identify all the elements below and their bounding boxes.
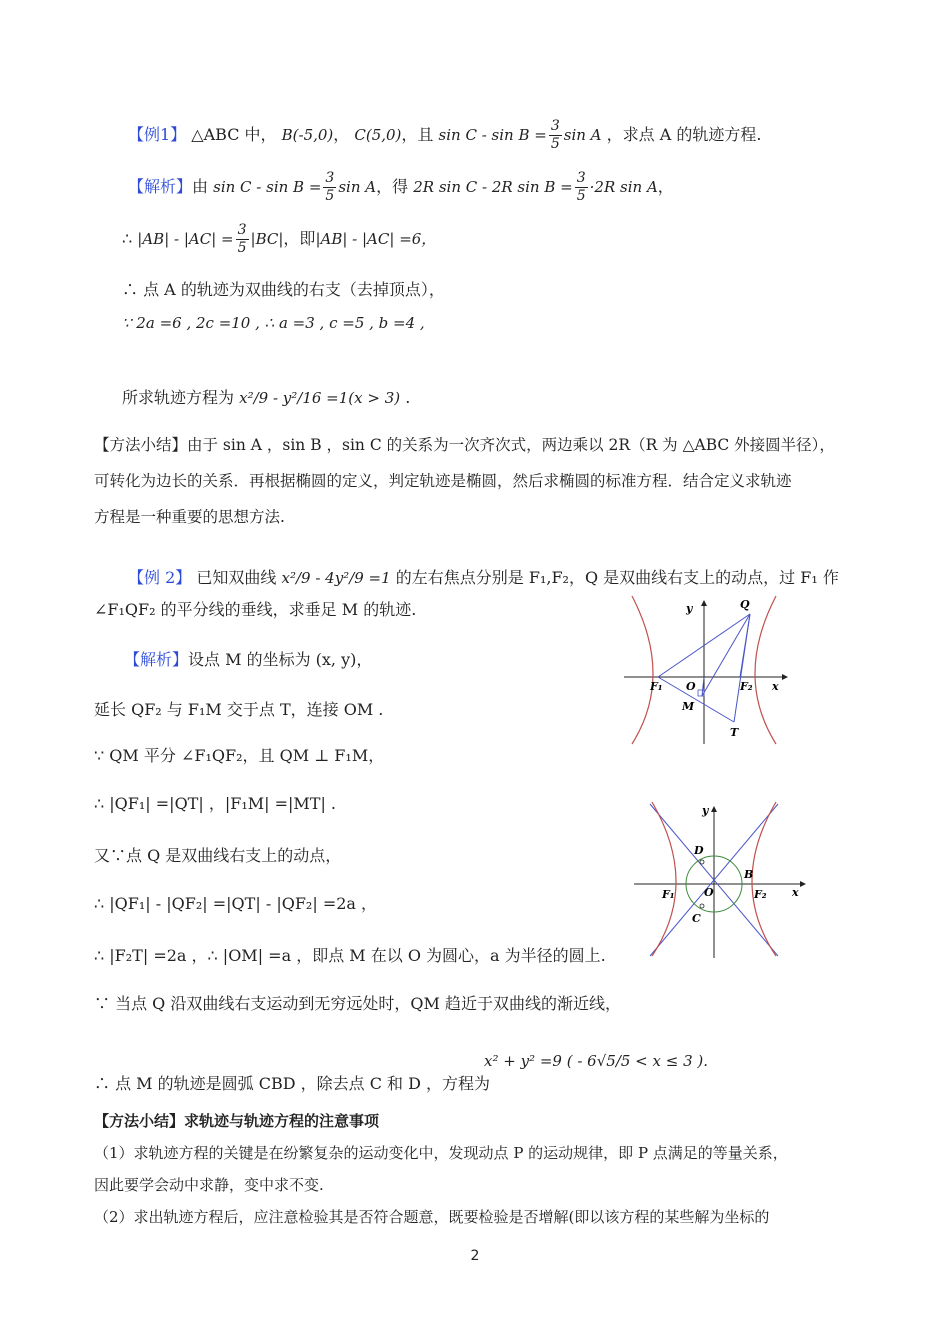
fig1-label-f2: F₂ bbox=[740, 680, 753, 693]
fig2-label-x: x bbox=[792, 886, 799, 899]
summary-2-p1b: 因此要学会动中求静，变中求不变. bbox=[94, 1176, 324, 1194]
fig1-label-o: O bbox=[686, 680, 696, 693]
solution-1-result-line bbox=[122, 388, 410, 407]
fig1-label-q: Q bbox=[740, 598, 750, 611]
fig1-line-q-t bbox=[734, 614, 750, 722]
condition-frac: $\frac{3}{5}$ bbox=[550, 118, 560, 152]
solution-2-line-7: ∴ |F₂T| =2a ，∴ |OM| =a ，即点 M 在以 O 为圆心，a 为半径的圆上. bbox=[94, 946, 606, 965]
arc-equation-end: . bbox=[703, 1052, 709, 1070]
sol1-frac-1: $\frac{3}{5}$ bbox=[325, 170, 335, 204]
solution-2-line-8: ∵ 当点 Q 沿双曲线右支运动到无穷远处时，QM 趋近于双曲线的渐近线， bbox=[94, 994, 621, 1013]
result-prefix: 所求轨迹方程为 bbox=[122, 388, 235, 407]
sol1-eq2-right: ·2R sin A bbox=[589, 177, 658, 196]
example-2-text-a: 已知双曲线 bbox=[196, 568, 277, 587]
solution-2-tag: 【解析】 bbox=[124, 650, 189, 669]
fig1-x-arrow bbox=[782, 674, 788, 680]
fig2-point-c bbox=[700, 904, 704, 908]
comma: ， bbox=[657, 176, 674, 196]
example-1-tag: 【例1】 bbox=[128, 124, 187, 144]
fig1-line-f1-t bbox=[658, 677, 734, 722]
fig2-point-d bbox=[700, 860, 704, 864]
fig2-right-branch bbox=[752, 802, 776, 956]
solution-1-locus-line: ∴ 点 A 的轨迹为双曲线的右支（去掉顶点）， bbox=[122, 280, 445, 299]
point-b: B(-5,0) bbox=[281, 125, 334, 144]
sol2-l9-text: ∴ 点 M 的轨迹是圆弧 CBD ，除去点 C 和 D ，方程为 bbox=[94, 1074, 491, 1093]
sol1-frac-3: $\frac{3}{5}$ bbox=[237, 222, 247, 256]
summary-1-line-1: 【方法小结】由于 sin A ，sin B ，sin C 的关系为一次齐次式，两边乘以 2R（R 为 △ABC 外接圆半径）， bbox=[94, 436, 835, 454]
solution-1-line-2 bbox=[122, 222, 436, 257]
solution-2-line-5: 又∵点 Q 是双曲线右支上的动点， bbox=[94, 846, 342, 865]
sol1-eq2-left: 2R sin C - 2R sin B = bbox=[413, 177, 573, 196]
fig1-label-f1: F₁ bbox=[650, 680, 663, 693]
and-text: ，且 bbox=[401, 124, 434, 144]
summary-1-line-2: 可转化为边长的关系．再根据椭圆的定义，判定轨迹是椭圆，然后求椭圆的标准方程．结合定义求轨迹 bbox=[94, 472, 792, 490]
example-2-line-2: ∠F₁QF₂ 的平分线的垂线，求垂足 M 的轨迹. bbox=[94, 600, 417, 619]
therefore-symbol: ∴ bbox=[122, 228, 133, 248]
solution-1-line-1 bbox=[128, 170, 674, 205]
sol1-eq1-right: sin A bbox=[338, 177, 377, 196]
example-1-text-a: △ABC 中， bbox=[191, 124, 277, 144]
fig1-label-x: x bbox=[772, 680, 779, 693]
sol1-frac-2: $\frac{3}{5}$ bbox=[576, 170, 586, 204]
condition-eq-right: sin A bbox=[563, 125, 602, 144]
fig1-y-arrow bbox=[701, 600, 707, 606]
fig2-label-o: O bbox=[704, 886, 714, 899]
fig2-label-b: B bbox=[744, 868, 754, 881]
result-equation: x²/9 - y²/16 =1(x > 3) bbox=[239, 389, 401, 407]
example-2-text-b: 的左右焦点分别是 F₁,F₂，Q 是双曲线右支上的动点，过 F₁ 作 bbox=[395, 568, 839, 587]
fig2-y-arrow bbox=[711, 806, 717, 812]
solution-2-line-9 bbox=[94, 1074, 490, 1093]
result-end: . bbox=[405, 388, 411, 407]
summary-1-line-3: 方程是一种重要的思想方法. bbox=[94, 508, 285, 526]
get-text: ，得 bbox=[376, 176, 409, 196]
fig2-x-arrow bbox=[800, 881, 806, 887]
page-number: 2 bbox=[470, 1248, 480, 1264]
ie-text: ，即 bbox=[283, 228, 316, 248]
abs-eq2: |AB| - |AC| =6， bbox=[315, 229, 437, 248]
abs-eq: |AB| - |AC| = bbox=[137, 229, 234, 248]
solution-2-line-6: ∴ |QF₁| - |QF₂| =|QT| - |QF₂| =2a ， bbox=[94, 894, 378, 913]
solution-1-values-line: ∵ 2a =6 , 2c =10 , ∴ a =3 , c =5 , b =4 , bbox=[122, 314, 425, 332]
fig1-label-t: T bbox=[730, 726, 739, 739]
sol2-l1-text: 设点 M 的坐标为 (x, y)， bbox=[188, 650, 373, 669]
fig1-left-branch bbox=[632, 596, 653, 744]
solution-2-line-3: ∵ QM 平分 ∠F₁QF₂，且 QM ⊥ F₁M， bbox=[94, 746, 385, 765]
example-2-line-1 bbox=[128, 568, 839, 587]
example-2-tag: 【例 2】 bbox=[128, 568, 192, 587]
fig2-label-f2: F₂ bbox=[754, 888, 767, 901]
fig1-label-m: M bbox=[682, 700, 695, 713]
fig2-label-c: C bbox=[692, 912, 701, 925]
solution-1-tag: 【解析】 bbox=[128, 176, 193, 196]
arc-equation: x² + y² =9 ( - 6√5/5 < x ≤ 3 ) bbox=[484, 1052, 704, 1070]
fig2-label-y: y bbox=[702, 804, 709, 817]
by-text: 由 bbox=[192, 176, 209, 196]
summary-2-title: 【方法小结】求轨迹与轨迹方程的注意事项 bbox=[94, 1112, 380, 1130]
solution-2-arc-equation bbox=[484, 1052, 708, 1070]
example-1-text-b: ，求点 A 的轨迹方程. bbox=[606, 124, 762, 144]
solution-2-line-2: 延长 QF₂ 与 F₁M 交于点 T，连接 OM . bbox=[94, 700, 384, 719]
fig1-right-branch bbox=[755, 596, 776, 744]
abs-bc: |BC| bbox=[250, 229, 284, 248]
summary-2-p2: （2）求出轨迹方程后，应注意检验其是否符合题意，既要检验是否增解(即以该方程的某些解为坐标的 bbox=[94, 1208, 770, 1226]
sol1-eq1-left: sin C - sin B = bbox=[213, 177, 322, 196]
fig1-label-y: y bbox=[686, 602, 693, 615]
fig2-label-f1: F₁ bbox=[662, 888, 675, 901]
figure-2-hyperbola-circle bbox=[632, 800, 812, 960]
solution-2-line-1 bbox=[124, 650, 372, 669]
fig2-label-d: D bbox=[694, 844, 704, 857]
point-c: C(5,0) bbox=[354, 125, 402, 144]
figure-1-hyperbola bbox=[622, 594, 792, 750]
example-1-line: 【例1】 △ABC 中， B(-5,0)， C(5,0)，且 sin C - sin B = $\frac{3}{5}$ sin A ，求点 A 的轨迹方程. bbox=[128, 118, 762, 152]
summary-2-p1a: （1）求轨迹方程的关键是在纷繁复杂的运动变化中，发现动点 P 的运动规律，即 P 点满足的等量关系， bbox=[94, 1144, 788, 1162]
hyperbola-equation: x²/9 - 4y²/9 =1 bbox=[281, 569, 391, 587]
condition-eq-left: sin C - sin B = bbox=[438, 125, 547, 144]
solution-2-line-4: ∴ |QF₁| =|QT| ，|F₁M| =|MT| . bbox=[94, 794, 337, 813]
fig2-left-branch bbox=[652, 802, 676, 956]
